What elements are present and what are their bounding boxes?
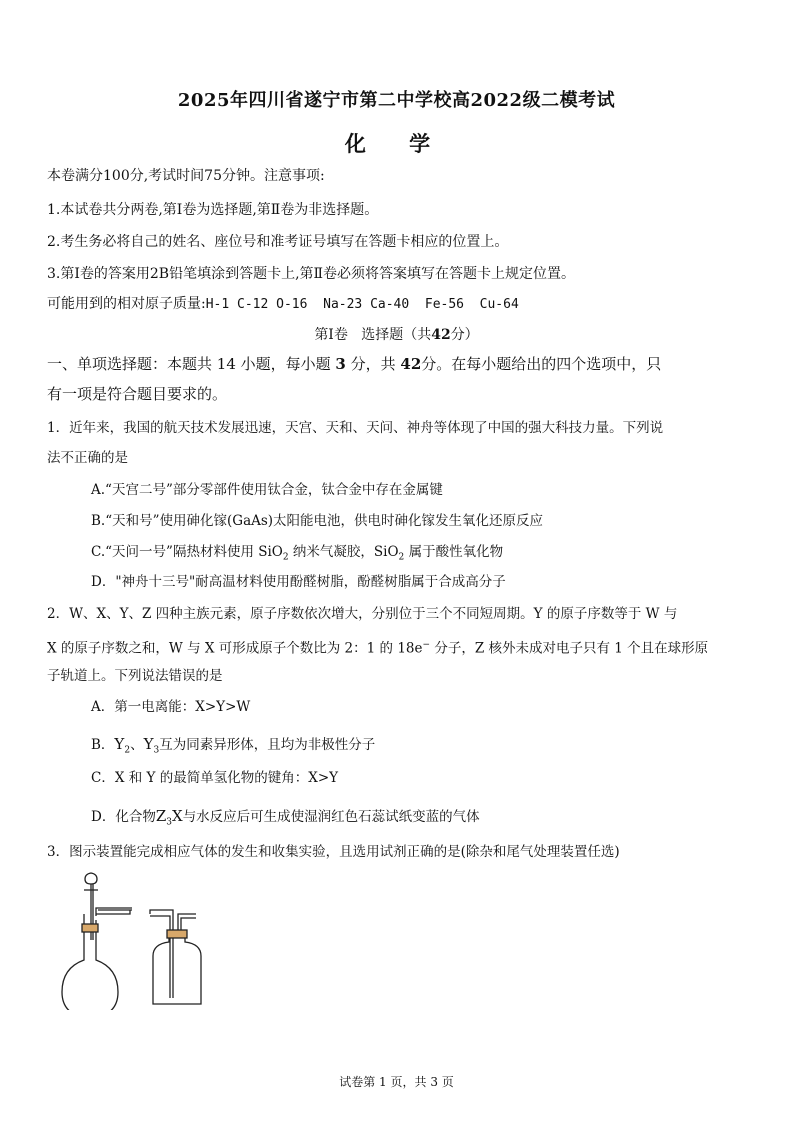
q2-b-sep: 、 <box>130 737 144 753</box>
section-1-title-pre: 第Ⅰ卷 选择题（共 <box>314 327 432 343</box>
q2-d-z: Z <box>155 807 167 825</box>
q1-stem-line-1: 1．近年来，我国的航天技术发展迅速，天宫、天和、天问、神舟等体现了中国的强大科技力量。下列说 <box>47 420 664 436</box>
exam-title: 2025年四川省遂宁市第二中学校高2022级二模考试 <box>177 90 616 111</box>
apparatus-figure <box>60 870 230 1010</box>
q2-d-post: 与水反应后可生成使湿润红色石蕊试纸变蓝的气体 <box>182 809 480 825</box>
notice-item-1: 1.本试卷共分两卷,第Ⅰ卷为选择题,第Ⅱ卷为非选择题。 <box>47 202 379 218</box>
q2-d-pre: D．化合物 <box>91 809 156 825</box>
desc-part-c: 分，共 <box>350 355 396 373</box>
q2-option-b: B．$Y_2$、$Y_3$互为同素异形体，且均为非极性分子 <box>91 735 376 756</box>
q1-option-c: C.“天问一号”隔热材料使用 SiO$_2$ 纳米气凝胶，SiO$_2$ 属于酸性氧化物 <box>91 544 504 563</box>
q3-stem: 3．图示装置能完成相应气体的发生和收集实验，且选用试剂正确的是(除杂和尾气处理装置任选) <box>47 844 620 860</box>
q1-option-d: D．"神舟十三号"耐高温材料使用酚醛树脂，酚醛树脂属于合成高分子 <box>91 574 506 590</box>
q1-option-a: A.“天宫二号”部分零部件使用钛合金，钛合金中存在金属键 <box>91 482 443 498</box>
section-1-score: 42 <box>431 327 451 343</box>
page-footer: 试卷第 1 页，共 3 页 <box>339 1075 454 1089</box>
q1-stem-line-2: 法不正确的是 <box>47 450 128 466</box>
q2-stem-post: 分子，Z 核外未成对电子只有 1 个且在球形原 <box>430 640 709 657</box>
desc-part-e: 分。在每小题给出的四个选项中，只 <box>421 355 662 373</box>
q2-option-c: C．X 和 Y 的最简单氢化物的键角：X>Y <box>91 770 339 786</box>
atomic-mass-values: H-1 C-12 O-16 Na-23 Ca-40 Fe-56 Cu-64 <box>205 297 519 312</box>
desc-part-a: 一、单项选择题：本题共 14 小题，每小题 <box>47 355 331 373</box>
q2-b-post: 互为同素异形体，且均为非极性分子 <box>159 737 376 753</box>
q1-c-post: 属于酸性氧化物 <box>404 544 504 560</box>
q2-stem-pre: X 的原子序数之和，W 与 X 可形成原子个数比为 2：1 的 18e <box>47 640 423 657</box>
q2-d-x: X <box>172 807 183 825</box>
q2-option-d: D．化合物$Z_3X$与水反应后可生成使湿润红色石蕊试纸变蓝的气体 <box>91 807 480 828</box>
atomic-mass-line <box>47 294 519 315</box>
flask-icon <box>62 908 132 1010</box>
q2-stem-line-3: 子轨道上。下列说法错误的是 <box>47 668 223 684</box>
section-1-desc-line-1 <box>47 354 661 374</box>
q1-option-b: B.“天和号”使用砷化镓(GaAs)太阳能电池，供电时砷化镓发生氧化还原反应 <box>91 513 544 529</box>
section-1-desc-line-2: 有一项是符合题目要求的。 <box>47 385 228 403</box>
q1-c-mid: 纳米气凝胶，SiO <box>288 544 399 560</box>
subject-title: 化 学 <box>344 131 449 156</box>
gas-bottle-icon <box>150 910 201 1004</box>
notice-item-2: 2.考生务必将自己的姓名、座位号和准考证号填写在答题卡相应的位置上。 <box>47 234 509 250</box>
desc-score-each: 3 <box>335 355 346 373</box>
notice-intro: 本卷满分100分,考试时间75分钟。注意事项: <box>47 168 325 184</box>
notice-item-3: 3.第Ⅰ卷的答案用2B铅笔填涂到答题卡上,第Ⅱ卷必须将答案填写在答题卡上规定位置。 <box>47 266 576 282</box>
q2-b-y2: Y <box>114 735 125 753</box>
q2-stem-line-2: X 的原子序数之和，W 与 X 可形成原子个数比为 2：1 的 18e− 分子，Z 核外未成对电子只有 1 个且在球形原 <box>47 640 709 657</box>
q1-c-pre: C.“天问一号”隔热材料使用 SiO <box>91 544 283 560</box>
section-1-title <box>0 324 793 344</box>
desc-total-score: 42 <box>400 355 422 373</box>
q2-b-pre: B． <box>91 737 115 753</box>
q2-stem-line-1: 2．W、X、Y、Z 四种主族元素，原子序数依次增大，分别位于三个不同短周期。Y 的原子序数等于 W 与 <box>47 606 678 622</box>
atomic-mass-label: 可能用到的相对原子质量: <box>47 296 206 312</box>
section-1-title-post: 分） <box>450 327 479 343</box>
q2-option-a: A．第一电离能：X>Y>W <box>91 699 251 715</box>
q2-b-y3: Y <box>143 735 154 753</box>
